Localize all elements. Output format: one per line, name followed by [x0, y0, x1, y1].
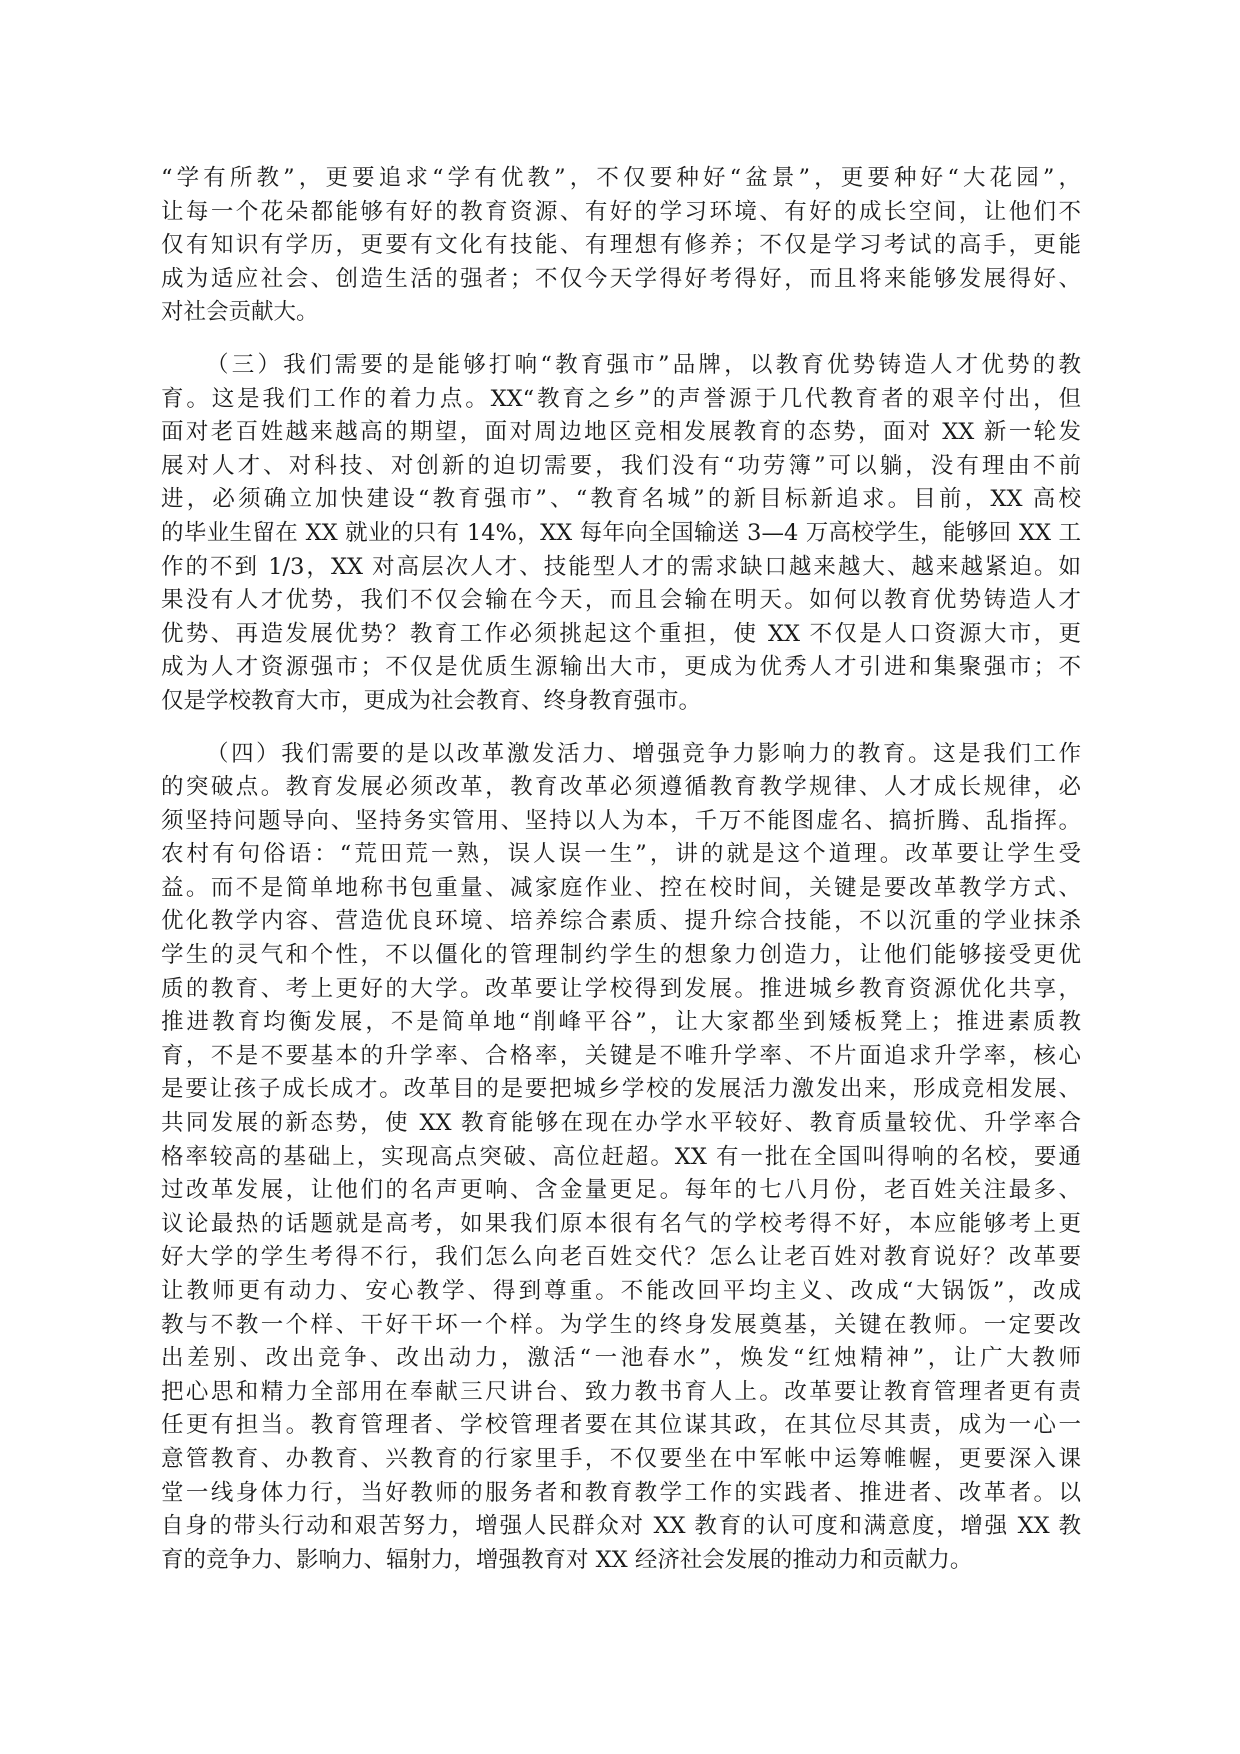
text-line: 益。而不是简单地称书包重量、减家庭作业、控在校时间，关键是要改革教学方式、	[161, 874, 1081, 901]
text-line: 成为适应社会、创造生活的强者；不仅今天学得好考得好，而且将来能够发展得好、	[161, 265, 1081, 292]
text-line: 让教师更有动力、安心教学、得到尊重。不能改回平均主义、改成“大锅饭”，改成	[161, 1278, 1081, 1304]
text-line: 的突破点。教育发展必须改革，教育改革必须遵循教育教学规律、人才成长规律，必	[161, 774, 1081, 801]
text-line: “学有所教”，更要追求“学有优教”，不仅要种好“盆景”，更要种好“大花园”，	[161, 165, 1081, 191]
paragraph-continuation	[161, 162, 1081, 330]
text-line: 自身的带头行动和艰苦努力，增强人民群众对 XX 教育的认可度和满意度，增强 XX 教	[161, 1513, 1081, 1540]
text-line: 把心思和精力全部用在奉献三尺讲台、致力教书育人上。改革要让教育管理者更有责	[161, 1378, 1081, 1405]
text-line: 学生的灵气和个性，不以僵化的管理制约学生的想象力创造力，让他们能够接受更优	[161, 942, 1081, 969]
text-line: 仅是学校教育大市，更成为社会教育、终身教育强市。	[161, 687, 702, 714]
text-line: 对社会贡献大。	[161, 299, 319, 326]
text-line: 质的教育、考上更好的大学。改革要让学校得到发展。推进城乡教育资源优化共享，	[161, 975, 1081, 1002]
text-line: 好大学的学生考得不行，我们怎么向老百姓交代？怎么让老百姓对教育说好？改革要	[161, 1244, 1081, 1271]
paragraph-section-3	[161, 349, 1081, 719]
text-line: 优势、再造发展优势？教育工作必须挑起这个重担，使 XX 不仅是人口资源大市，更	[161, 620, 1081, 647]
text-line: 任更有担当。教育管理者、学校管理者要在其位谋其政，在其位尽其责，成为一心一	[161, 1412, 1081, 1439]
text-line: 堂一线身体力行，当好教师的服务者和教育教学工作的实践者、推进者、改革者。以	[161, 1479, 1081, 1506]
text-line: 过改革发展，让他们的名声更响、含金量更足。每年的七八月份，老百姓关注最多、	[161, 1177, 1081, 1204]
text-line: 教与不教一个样、干好干坏一个样。为学生的终身发展奠基，关键在教师。一定要改	[161, 1311, 1081, 1338]
text-line: 展对人才、对科技、对创新的迫切需要，我们没有“功劳簿”可以躺，没有理由不前	[161, 452, 1081, 479]
text-line: 共同发展的新态势，使 XX 教育能够在现在办学水平较好、教育质量较优、升学率合	[161, 1110, 1081, 1137]
text-line: 仅有知识有学历，更要有文化有技能、有理想有修养；不仅是学习考试的高手，更能	[161, 232, 1081, 259]
text-line: 让每一个花朵都能够有好的教育资源、有好的学习环境、有好的成长空间，让他们不	[161, 198, 1081, 225]
text-line: 果没有人才优势，我们不仅会输在今天，而且会输在明天。如何以教育优势铸造人才	[161, 587, 1081, 614]
text-line: 优化教学内容、营造优良环境、培养综合素质、提升综合技能，不以沉重的学业抹杀	[161, 908, 1081, 935]
text-line: 育的竞争力、影响力、辐射力，增强教育对 XX 经济社会发展的推动力和贡献力。	[161, 1546, 973, 1573]
document-body	[161, 162, 1081, 1596]
text-line: 议论最热的话题就是高考，如果我们原本很有名气的学校考得不好，本应能够考上更	[161, 1210, 1081, 1237]
text-line: （三）我们需要的是能够打响“教育强市”品牌，以教育优势铸造人才优势的教	[206, 351, 1081, 378]
paragraph-section-4	[161, 738, 1081, 1578]
text-line: 进，必须确立加快建设“教育强市”、“教育名城”的新目标新追求。目前，XX 高校	[161, 486, 1081, 513]
text-line: 须坚持问题导向、坚持务实管用、坚持以人为本，千万不能图虚名、搞折腾、乱指挥。	[161, 807, 1081, 834]
text-line: 的毕业生留在 XX 就业的只有 14%，XX 每年向全国输送 3—4 万高校学生，能够回 XX 工	[161, 519, 1081, 546]
text-line: 育，不是不要基本的升学率、合格率，关键是不唯升学率、不片面追求升学率，核心	[161, 1042, 1081, 1069]
text-line: 格率较高的基础上，实现高点突破、高位赶超。XX 有一批在全国叫得响的名校，要通	[161, 1143, 1081, 1170]
text-line: 作的不到 1/3，XX 对高层次人才、技能型人才的需求缺口越来越大、越来越紧迫。如	[161, 553, 1081, 580]
text-line: 成为人才资源强市；不仅是优质生源输出大市，更成为优秀人才引进和集聚强市；不	[161, 654, 1081, 681]
text-line: 是要让孩子成长成才。改革目的是要把城乡学校的发展活力激发出来，形成竞相发展、	[161, 1076, 1081, 1103]
text-line: （四）我们需要的是以改革激发活力、增强竞争力影响力的教育。这是我们工作	[206, 740, 1081, 767]
text-line: 推进教育均衡发展，不是简单地“削峰平谷”，让大家都坐到矮板凳上；推进素质教	[161, 1009, 1081, 1036]
text-line: 面对老百姓越来越高的期望，面对周边地区竞相发展教育的态势，面对 XX 新一轮发	[161, 419, 1081, 446]
text-line: 农村有句俗语：“荒田荒一熟，误人误一生”，讲的就是这个道理。改革要让学生受	[161, 841, 1081, 868]
text-line: 意管教育、办教育、兴教育的行家里手，不仅要坐在中军帐中运筹帷幄，更要深入课	[161, 1445, 1081, 1472]
text-line: 育。这是我们工作的着力点。XX“教育之乡”的声誉源于几代教育者的艰辛付出，但	[161, 385, 1081, 412]
text-line: 出差别、改出竞争、改出动力，激活“一池春水”，焕发“红烛精神”，让广大教师	[161, 1345, 1081, 1372]
